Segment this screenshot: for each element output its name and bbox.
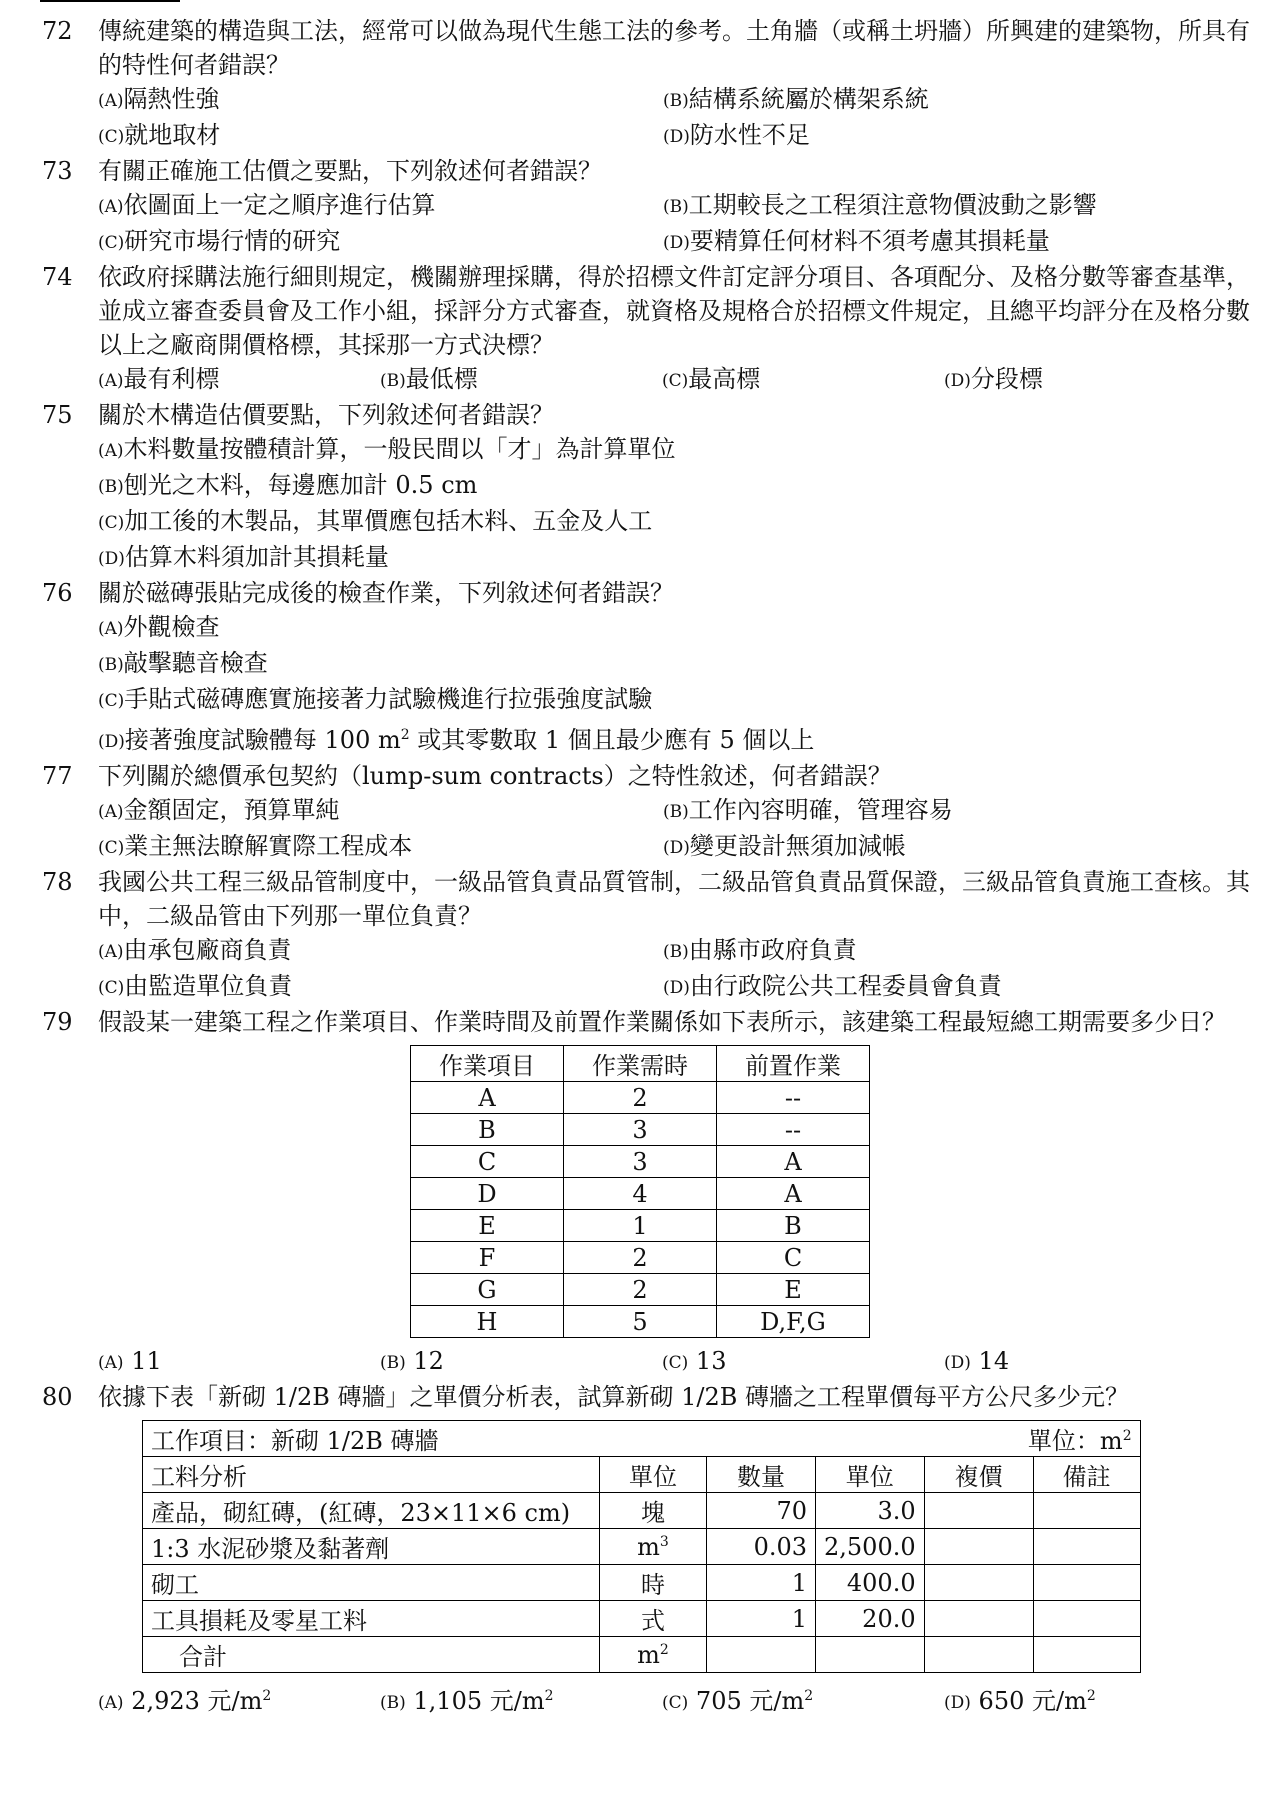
cell: A xyxy=(411,1082,564,1114)
question-text: 我國公共工程三級品管制度中，一級品管負責品質管制，二級品管負責品質保證，三級品管負責施工查核。其中，二級品管由下列那一單位負責？ xyxy=(98,868,1250,930)
table-title-text: 工作項目：新砌 1/2B 磚牆 xyxy=(151,1427,439,1455)
cell: 工具損耗及零星工料 xyxy=(143,1601,600,1637)
header-rule xyxy=(40,0,180,6)
question-number: 76 xyxy=(42,579,73,607)
cell: 砌工 xyxy=(143,1565,600,1601)
cell: -- xyxy=(717,1082,870,1114)
cell xyxy=(707,1637,816,1673)
option-a[interactable]: (A) 11 xyxy=(98,1347,162,1375)
cell: 20.0 xyxy=(816,1601,925,1637)
option-b[interactable]: (B)工作內容明確，管理容易 xyxy=(663,796,953,824)
cell: 5 xyxy=(564,1306,717,1338)
options-72 xyxy=(98,82,1252,154)
option-b[interactable]: (B) 12 xyxy=(380,1347,444,1375)
option-d[interactable]: (D)由行政院公共工程委員會負責 xyxy=(663,972,1002,1000)
column-header: 作業需時 xyxy=(564,1046,717,1082)
question-number: 74 xyxy=(42,263,73,291)
cell: E xyxy=(717,1274,870,1306)
table-title-row xyxy=(143,1421,1141,1457)
option-b[interactable]: (B)敲擊聽音檢查 xyxy=(98,649,268,677)
option-c[interactable]: (C)就地取材 xyxy=(98,121,221,149)
option-c[interactable]: (C) 705 元$/m^2$ xyxy=(662,1687,814,1715)
cell: 1:3 水泥砂漿及黏著劑 xyxy=(143,1529,600,1565)
cell: $m^3$ xyxy=(600,1529,707,1565)
question-79 xyxy=(42,1005,1252,1039)
option-c[interactable]: (C) 13 xyxy=(662,1347,727,1375)
activity-table xyxy=(410,1045,870,1338)
option-a[interactable]: (A)隔熱性強 xyxy=(98,85,220,113)
cell: 塊 xyxy=(600,1493,707,1529)
options-79 xyxy=(98,1344,1252,1380)
table-row xyxy=(143,1529,1141,1565)
column-header: 數量 xyxy=(707,1457,816,1493)
option-c[interactable]: (C)業主無法瞭解實際工程成本 xyxy=(98,832,413,860)
cell xyxy=(816,1637,925,1673)
cell: 3.0 xyxy=(816,1493,925,1529)
cell: H xyxy=(411,1306,564,1338)
question-text: 依政府採購法施行細則規定，機關辦理採購，得於招標文件訂定評分項目、各項配分、及格分數等審查基準，並成立審查委員會及工作小組，採評分方式審查，就資格及規格合於招標文件規定，且總平均評分在及格分數以上之廠商開價格標，其採那一方式決標？ xyxy=(98,263,1250,359)
table-row xyxy=(411,1306,870,1338)
cell xyxy=(1033,1493,1140,1529)
option-c[interactable]: (C)手貼式磁磚應實施接著力試驗機進行拉張強度試驗 xyxy=(98,685,653,713)
table-row xyxy=(143,1493,1141,1529)
question-number: 72 xyxy=(42,17,73,45)
cell: 產品，砌紅磚，(紅磚，23×11×6 cm) xyxy=(143,1493,600,1529)
cell xyxy=(924,1565,1033,1601)
question-text: 有關正確施工估價之要點，下列敘述何者錯誤？ xyxy=(98,157,602,185)
table-row xyxy=(411,1210,870,1242)
question-number: 77 xyxy=(42,762,73,790)
options-80 xyxy=(98,1679,1252,1720)
cell: 2 xyxy=(564,1082,717,1114)
question-80 xyxy=(42,1380,1252,1414)
question-text: 關於木構造估價要點，下列敘述何者錯誤？ xyxy=(98,401,554,429)
option-b[interactable]: (B) 1,105 元$/m^2$ xyxy=(380,1687,554,1715)
question-text: 關於磁磚張貼完成後的檢查作業，下列敘述何者錯誤？ xyxy=(98,579,674,607)
cell: 70 xyxy=(707,1493,816,1529)
option-a[interactable]: (A)金額固定，預算單純 xyxy=(98,796,340,824)
unit-price-table xyxy=(142,1420,1141,1673)
cell xyxy=(924,1529,1033,1565)
option-d[interactable]: (D)分段標 xyxy=(944,365,1043,393)
options-73 xyxy=(98,188,1252,260)
option-c[interactable]: (C)加工後的木製品，其單價應包括木料、五金及人工 xyxy=(98,507,653,535)
cell xyxy=(1033,1565,1140,1601)
question-text: 下列關於總價承包契約（lump-sum contracts）之特性敘述，何者錯誤？ xyxy=(98,762,892,790)
question-72 xyxy=(42,14,1252,82)
cell: C xyxy=(411,1146,564,1178)
option-b[interactable]: (B)刨光之木料，每邊應加計 0.5 cm xyxy=(98,471,478,499)
cell xyxy=(924,1637,1033,1673)
table-row xyxy=(143,1565,1141,1601)
cell: 式 xyxy=(600,1601,707,1637)
question-number: 79 xyxy=(42,1008,73,1036)
option-d[interactable]: (D)估算木料須加計其損耗量 xyxy=(98,543,389,571)
question-text: 依據下表「新砌 1/2B 磚牆」之單價分析表，試算新砌 1/2B 磚牆之工程單價每平方公尺多少元？ xyxy=(98,1383,1130,1411)
cell: D,F,G xyxy=(717,1306,870,1338)
cell: E xyxy=(411,1210,564,1242)
question-text: 假設某一建築工程之作業項目、作業時間及前置作業關係如下表所示，該建築工程最短總工期需要多少日？ xyxy=(98,1008,1226,1036)
table-row xyxy=(411,1146,870,1178)
cell: 4 xyxy=(564,1178,717,1210)
option-b[interactable]: (B)最低標 xyxy=(380,365,478,393)
option-d[interactable]: (D)要精算任何材料不須考慮其損耗量 xyxy=(663,227,1050,255)
column-header: 前置作業 xyxy=(717,1046,870,1082)
cell: A xyxy=(717,1146,870,1178)
option-d[interactable]: (D)變更設計無須加減帳 xyxy=(663,832,906,860)
question-number: 75 xyxy=(42,401,73,429)
cell: 400.0 xyxy=(816,1565,925,1601)
option-d[interactable]: (D)防水性不足 xyxy=(663,121,810,149)
option-c[interactable]: (C)最高標 xyxy=(662,365,761,393)
table-title xyxy=(143,1421,1141,1457)
option-d[interactable]: (D) 650 元$/m^2$ xyxy=(944,1687,1096,1715)
option-d[interactable]: (D)接著強度試驗體每 100 $m^2$ 或其零數取 1 個且最少應有 5 個以上 xyxy=(98,726,815,754)
cell: 0.03 xyxy=(707,1529,816,1565)
option-c[interactable]: (C)由監造單位負責 xyxy=(98,972,293,1000)
options-75 xyxy=(98,432,1252,576)
question-73 xyxy=(42,154,1252,188)
column-header: 單位 xyxy=(600,1457,707,1493)
question-number: 73 xyxy=(42,157,73,185)
table-row xyxy=(411,1274,870,1306)
option-a[interactable]: (A)依圖面上一定之順序進行估算 xyxy=(98,191,436,219)
cell: 1 xyxy=(707,1601,816,1637)
cell: B xyxy=(717,1210,870,1242)
table-row xyxy=(411,1178,870,1210)
cell: 1 xyxy=(564,1210,717,1242)
table-row xyxy=(411,1082,870,1114)
question-77 xyxy=(42,759,1252,793)
cell: 2 xyxy=(564,1242,717,1274)
cell xyxy=(1033,1601,1140,1637)
options-77 xyxy=(98,793,1252,865)
question-75 xyxy=(42,398,1252,432)
question-text: 傳統建築的構造與工法，經常可以做為現代生態工法的參考。土角牆（或稱土坍牆）所興建的建築物，所具有的特性何者錯誤？ xyxy=(98,17,1250,79)
option-d[interactable]: (D) 14 xyxy=(944,1347,1010,1375)
column-header: 工料分析 xyxy=(143,1457,600,1493)
table-row xyxy=(411,1242,870,1274)
cell: A xyxy=(717,1178,870,1210)
cell: -- xyxy=(717,1114,870,1146)
table-header-row xyxy=(143,1457,1141,1493)
column-header: 單位 xyxy=(816,1457,925,1493)
cell: 時 xyxy=(600,1565,707,1601)
cell: G xyxy=(411,1274,564,1306)
table-unit: 單位：$m^2$ xyxy=(1027,1427,1132,1455)
column-header: 作業項目 xyxy=(411,1046,564,1082)
cell: 2,500.0 xyxy=(816,1529,925,1565)
cell: C xyxy=(717,1242,870,1274)
cell xyxy=(1033,1637,1140,1673)
option-c[interactable]: (C)研究市場行情的研究 xyxy=(98,227,341,255)
cell: 3 xyxy=(564,1114,717,1146)
cell: $m^2$ xyxy=(600,1637,707,1673)
table-row xyxy=(143,1601,1141,1637)
cell xyxy=(924,1601,1033,1637)
table-row xyxy=(411,1114,870,1146)
table-header-row xyxy=(411,1046,870,1082)
options-78 xyxy=(98,933,1252,1005)
cell: 2 xyxy=(564,1274,717,1306)
option-a[interactable]: (A)最有利標 xyxy=(98,365,220,393)
cell xyxy=(1033,1529,1140,1565)
cell xyxy=(924,1493,1033,1529)
option-a[interactable]: (A)外觀檢查 xyxy=(98,613,220,641)
options-76 xyxy=(98,610,1252,759)
option-b[interactable]: (B)結構系統屬於構架系統 xyxy=(663,85,929,113)
question-number: 78 xyxy=(42,868,73,896)
table-total-row xyxy=(143,1637,1141,1673)
cell: 3 xyxy=(564,1146,717,1178)
options-74 xyxy=(98,362,1252,398)
option-a[interactable]: (A) 2,923 元$/m^2$ xyxy=(98,1687,272,1715)
cell: 1 xyxy=(707,1565,816,1601)
question-number: 80 xyxy=(42,1383,73,1411)
exam-page xyxy=(42,14,1252,1720)
question-74 xyxy=(42,260,1252,362)
cell: 合計 xyxy=(143,1637,600,1673)
cell: D xyxy=(411,1178,564,1210)
option-a[interactable]: (A)木料數量按體積計算，一般民間以「才」為計算單位 xyxy=(98,435,676,463)
column-header: 備註 xyxy=(1033,1457,1140,1493)
question-76 xyxy=(42,576,1252,610)
column-header: 複價 xyxy=(924,1457,1033,1493)
option-b[interactable]: (B)由縣市政府負責 xyxy=(663,936,857,964)
question-78 xyxy=(42,865,1252,933)
cell: F xyxy=(411,1242,564,1274)
cell: B xyxy=(411,1114,564,1146)
option-b[interactable]: (B)工期較長之工程須注意物價波動之影響 xyxy=(663,191,1097,219)
option-a[interactable]: (A)由承包廠商負責 xyxy=(98,936,292,964)
